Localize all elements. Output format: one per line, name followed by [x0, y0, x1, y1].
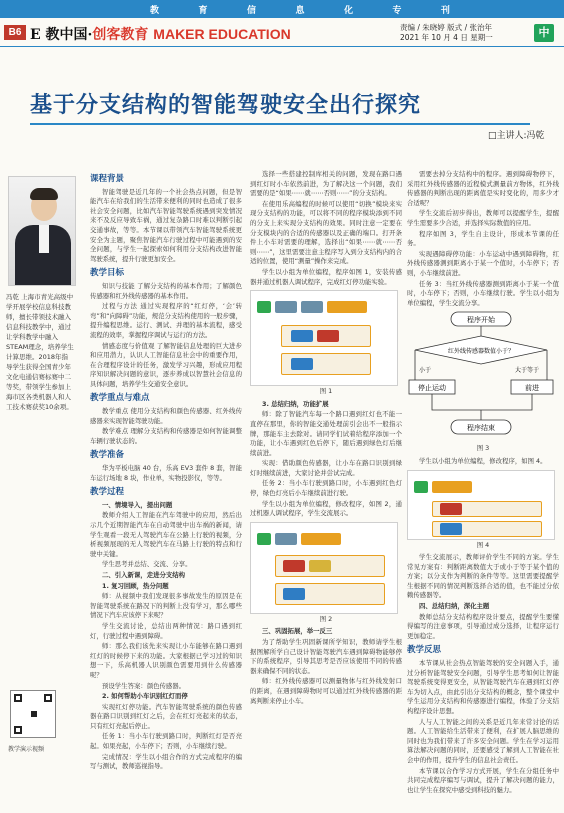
strip-char: 教 — [150, 6, 160, 16]
switch-block-icon — [432, 481, 472, 493]
paragraph: 师：那么我们该先来实现让小车能够在路口遇到红灯的时候停下来的功能。大家根据已学习过的知识想一下，乐高机器人识别颜色需要用到什么传感器呢？ — [90, 642, 242, 679]
figure-caption: 图 4 — [476, 540, 490, 549]
motor-block-icon — [291, 358, 313, 370]
stop-block-icon — [440, 503, 462, 515]
editor-line: 责编 / 朱晓婷 版式 / 张治年 — [400, 23, 492, 32]
program-block-icon — [275, 533, 297, 545]
paragraph: 华为平板电脑 40 台，乐高 EV3 套件 8 套，智能车运行场地 8 块，作业单，实物投影仪，等等。 — [90, 464, 242, 482]
paragraph: 师：除了智能汽车每一个路口遇到红灯也不能一直停在那里，你的智能交通处理前引会出不一般指示牌，那能车主去除对。请同学们试着给程序添加一个功能，让小车遇到红色后停下，随后遇到绿色灯后继续前进。 — [250, 410, 402, 457]
sub-heading: 1. 复习回顾，热分问题 — [102, 581, 169, 590]
author-photo — [8, 176, 76, 286]
article-byline: □主讲人:冯乾 — [488, 131, 545, 141]
paragraph: 学生交流后初步得出，教师可以提醒学生，提醒学生需要多少合适，并选择实际数值的应用。 — [407, 209, 559, 227]
figure-2-program — [250, 522, 398, 614]
start-block-icon — [414, 481, 428, 493]
strip-char: 育 — [198, 6, 208, 16]
section-heading: 教学反思 — [407, 645, 442, 656]
brand-en: MAKER EDUCATION — [153, 26, 291, 42]
paragraph: 过程与方法 通过实现程序的“红灯停，‘会’转弯”和“向障碍”功能，规范分支结构使用的一般步骤，提升编程思维。运行、测试、并理的基本流程，感受流程的效率，掌握程序调试与运行的方法。 — [90, 302, 242, 339]
photo-shirt — [39, 225, 49, 253]
paragraph: 教学重点 使用分支结构和颜色传感器、红外线传感器来实现智能驾驶功能。 — [90, 407, 242, 425]
column-1 — [90, 170, 242, 773]
paragraph: 任务 1：当小车行驶到路口时，判断红灯是否亮起。如果亮起，小车停下；否则，小车继续行驶。 — [90, 732, 242, 751]
paragraph: 学生以小组为单位编程，修改程序，如图 4。 — [419, 456, 547, 465]
figure-1-program — [250, 290, 398, 386]
program-block-icon — [275, 301, 297, 313]
paragraph: 学生交流展示，教师评价学生不同的方案。学生常见方案有：判断距离数值大于或小于等于某个值的方案；以分支作为判断的条件等等。这里需要提醒学生根据不同的情况判断选择合适的值，也不能过分依赖传感器等。 — [407, 553, 559, 600]
publication-logo-icon: 中 — [534, 24, 554, 42]
paragraph: 教师介绍人工智能在汽车驾驶中的应用，然后出示几个近期智能汽车在自动驾驶中出车祸的新闻，请学生观看一段无人驾驶汽车在公路上行驶的视频，分析视频展现的无人驾驶汽车在马路上行驶的特点和行驶中关键。 — [90, 511, 242, 558]
start-block-icon — [257, 533, 271, 545]
sub-heading: 3. 总结归纳，功能扩展 — [262, 399, 329, 408]
flow-branch-yes: 大于等于 — [515, 367, 540, 375]
brand-title — [30, 24, 291, 44]
photo-hair — [30, 188, 58, 200]
figure-caption: 图 1 — [319, 387, 333, 396]
paragraph: 情感态度与价值观 了解智能信息处理的巨大进步和应用潜力，认识人工智能信息社会中的重要作用，在合理程序设计的任务，激发学习兴趣，形成应用程序知识解决问题的意识，逐步养成以智慧社会信息的具体问题，培养学生交通安全意识。 — [90, 341, 242, 388]
strip-char: 信 — [246, 6, 256, 16]
section-heading: 课程背景 — [90, 174, 125, 184]
paragraph: 实现遇障碍停功能：小车运动中遇到障碍物，红外线传感器测到距离小于某一个值时，小车停下；否则，小车继续前进。 — [407, 249, 559, 277]
start-block-icon — [257, 301, 271, 313]
flow-branch-no: 小于 — [419, 367, 432, 375]
motor-block-icon — [440, 523, 462, 535]
paragraph: 学生思考并总结、交流、分享。 — [102, 560, 192, 569]
header-bar — [0, 0, 564, 18]
section-heading: 教学重点与难点 — [90, 393, 150, 404]
sub-heading: 二、引入新课，走进分支结构 — [102, 570, 186, 579]
section-heading: 教学准备 — [90, 450, 125, 461]
flow-stop-label: 停止运动 — [418, 384, 446, 393]
flow-go-label: 前进 — [525, 384, 539, 393]
paragraph: 教师总结分支结构程序设计要点，提醒学生要懂得编写的注意事项，引导通过成分选择，让程序运行更加稳定。 — [407, 612, 559, 640]
paragraph: 本节课从社会热点智能驾驶的安全问题入手，通过分析智能驾驶安全问题，引导学生思考如何让智能驾驶系统变得更安全，从智能驾驶汽车在遇到红灯停车为切入点，由此引出分支结构的概念，整个课堂中学生运用分支结构和传感器进行编程，体验了分支结构程序设计思想。 — [407, 659, 559, 715]
header-row — [0, 20, 564, 46]
stop-block-icon — [283, 560, 305, 572]
motor-block-icon — [291, 330, 313, 342]
flow-end-label: 程序结束 — [467, 424, 495, 433]
sub-heading: 四、总结归纳，深化主题 — [419, 602, 490, 611]
flow-decision-label: 红外线传感器数值小于？ — [447, 348, 515, 356]
switch-block-icon — [327, 301, 367, 313]
paragraph: 师：从视频中我们发现很多事故发生的原因是在智能驾驶系统在路况下的判断上没有学习，那么哪些情况下汽车应该停下来呢？ — [90, 592, 242, 620]
paragraph: 程序如图 3，学生自主设计，形成本节课的任务。 — [407, 229, 559, 248]
header-strip — [150, 3, 450, 16]
paragraph: 预设学生答案：颜色传感器。 — [102, 681, 186, 690]
strip-char: 刊 — [440, 6, 450, 16]
column-3 — [407, 170, 559, 796]
sub-heading: 一、情境导入，提出问题 — [102, 500, 173, 509]
switch-block-icon — [301, 533, 341, 545]
paragraph: 实现红灯停功能。汽车智能驾驶系统的颜色传感器在路口识别到红灯之后，会在红灯亮起来的状态，只有红灯亮起后停止。 — [90, 702, 242, 730]
strip-char: 专 — [392, 6, 402, 16]
issue-meta — [400, 23, 493, 43]
figure-4-program — [407, 470, 555, 540]
wait-block-icon — [309, 560, 331, 572]
stop-block-icon — [317, 330, 339, 342]
sub-heading: 三、巩固拓展，举一反三 — [262, 627, 333, 636]
section-heading: 教学过程 — [90, 487, 125, 498]
paragraph: 学生交流讨论，总结出两种情况：路口遇到红灯，行驶过程中遇到障碍。 — [90, 621, 242, 640]
paragraph: 完成情况：学生以小组合作的方式完成程序的编写与测试，教师巡视指导。 — [90, 752, 242, 771]
figure-caption: 图 2 — [319, 614, 333, 623]
paragraph: 任务 3：当红外线传感器测到距离小于某一个值时，小车停下；否则，小车继续行驶。学生以小组为单位编程，学生交流分享。 — [407, 279, 559, 307]
sub-heading: 2. 如何帮助小车识别红灯而停 — [102, 692, 188, 701]
paragraph: 实现：借助颜色传感器，让小车在路口识别到绿灯时继续前进，大家讨论并尝试完成。 — [250, 459, 402, 477]
author-bio: 冯乾 上海市青光高级中学开展学校信息科技教师，擅长带领技术融入信息科技教学中，通过让学科教学中融入STEAM理念，培养学生计算思维。2018年指导学生获得全国青少年文化电通信赛标赛中二等奖，带领学生参加上海市区各类机器人和人工技术赛获奖10余项。 — [6, 293, 74, 411]
paragraph: 为了帮助学生巩固新课所学知识，教师请学生根据图解所学自己设计智能驾驶汽车遇到障碍物能够停下的系统程序，引导其思考是否应该使用不同的传感器来确保不同的状态。 — [250, 638, 402, 675]
paragraph: 需要去掉分支结构中的程序。遇到障碍物停下，采用红外线传感器的近程模式测量前方物体，红外线传感器的判断出现的距离值是实时变化的，用多少才合适呢？ — [407, 170, 559, 207]
page-number: B6 — [4, 25, 26, 40]
date-line: 2021 年 10 月 4 日 星期一 — [400, 33, 493, 42]
section-heading: 教学目标 — [90, 268, 125, 279]
paragraph: 学生以小组为单位编程，修改程序，如图 2，通过机器人调试程序，学生交流展示。 — [250, 499, 402, 518]
paragraph: 师：红外线传感器可以测量物体与红外线发射口的距离，在遇到障碍物时可以通过红外线传感器的距离判断来停止小车。 — [250, 677, 402, 705]
flowchart-svg — [407, 310, 555, 442]
paragraph: 学生以小组为单位编程，程序如图 1，安装传感器并通过机器人调试程序，完成红灯停功能实验。 — [250, 267, 402, 286]
strip-char: 息 — [295, 6, 305, 16]
figure-caption: 图 3 — [476, 444, 490, 453]
strip-char: 化 — [343, 6, 353, 16]
brand-cc: 创客教育 — [92, 27, 149, 43]
flow-arrow — [432, 394, 532, 410]
qr-code-icon[interactable] — [10, 690, 56, 738]
qr-caption: 教学演示视频 — [8, 746, 45, 753]
column-2 — [250, 170, 402, 707]
motor-block-icon — [283, 588, 305, 600]
paragraph: 教学难点 理解分支结构和传感器是如何智能调整车辆行驶状态的。 — [90, 427, 242, 445]
flow-start-label: 程序开始 — [467, 316, 495, 325]
paragraph: 知识与技能 了解分支结构的基本作用；了解颜色传感器和红外线传感器的基本作用。 — [90, 281, 242, 300]
figure-3-flowchart — [407, 310, 555, 442]
paragraph: 选择一些搭建控制库相关的问题，发现在路口遇到红灯时小车依然前进，为了解决这一个问题，我们需要的是“如果⋯⋯就⋯⋯否则⋯⋯”的分支结构。 — [250, 170, 402, 198]
paragraph: 人与人工智能之间的关系是近几年来常讨论的话题。人工智能给生活带来了便利，在扩展人脑思维的同时也为我们带来了许多安全问题。学生在学习运用算法解决问题的同时，还要感受了解到人工智能在社会中的作用，提升学生的信息社会责任。 — [407, 717, 559, 764]
program-block-icon — [301, 301, 323, 313]
paragraph: 本节课以合作学习方式开展，学生在分组任务中共同完成程序编写与调试，提升了解决问题的能力，也让学生在探究中感受到科技的魅力。 — [407, 766, 559, 794]
paragraph: 在使用乐高编程的时候可以使用“切换”模块来实现分支结构的功能，可以将不同的程序模块添到不同的分支上来实现分支结构的效果。同时注意一定要在分支模块内的合适的传感器以及正确的端口。打开条件上小车对需要的理解，选择出“如果⋯⋯就⋯⋯否则⋯⋯”，这里需要注意主程序写入到分支结构内的合适的位置，使用“测量”操作来完成。 — [250, 199, 402, 266]
title-divider — [30, 123, 530, 125]
article-title: 基于分支结构的智能驾驶安全出行探究 — [30, 93, 422, 118]
header-divider — [0, 46, 564, 47]
brand-main: E 教中国· — [30, 27, 93, 43]
paragraph: 智能驾驶是近几年的一个社会热点问题，但是智能汽车在给我们的生活带来便利的同时也造成了很多社会安全问题，比如汽车智能驾驶系统遇到突发情况来不及反应导致车祸，通过复杂路口时难以判断引起交通事故，等等。本节课以带领汽车智能驾驶系统更安全为主题，聚焦智能汽车行驶过程中可能遇到的安全问题，与学生一起探索如何利用分支结构改进智能驾驶系统，提升行驶更加安全。 — [90, 187, 242, 263]
paragraph: 任务 2：当小车行驶到路口时，小车遇到红色灯停，绿色灯亮后小车继续前进行驶。 — [250, 479, 402, 498]
